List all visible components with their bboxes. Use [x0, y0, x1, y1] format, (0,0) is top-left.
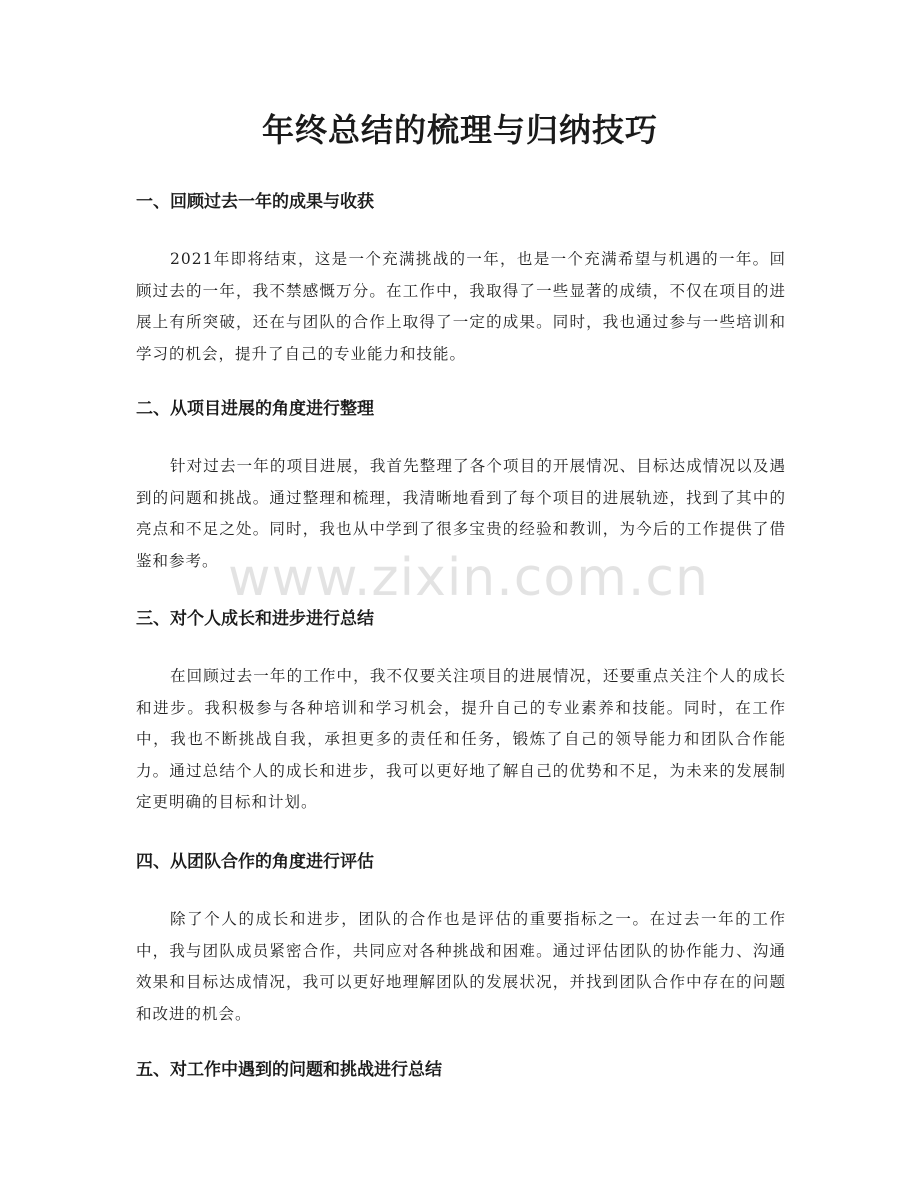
section-paragraph: 除了个人的成长和进步，团队的合作也是评估的重要指标之一。在过去一年的工作中，我与团队成员紧密合作，共同应对各种挑战和困难。通过评估团队的协作能力、沟通效果和目标达成情况，我可以更好地理解团队的发展状况，并找到团队合作中存在的问题和改进的机会。 [136, 910, 786, 1023]
section-1 [136, 189, 786, 370]
section-5 [136, 1057, 786, 1083]
section-heading: 三、对个人成长和进步进行总结 [136, 609, 374, 629]
section-heading: 四、从团队合作的角度进行评估 [136, 852, 374, 872]
section-heading: 一、回顾过去一年的成果与收获 [136, 192, 374, 212]
section-3 [136, 606, 786, 819]
section-paragraph: 在回顾过去一年的工作中，我不仅要关注项目的进展情况，还要重点关注个人的成长和进步。我积极参与各种培训和学习机会，提升自己的专业素养和技能。同时，在工作中，我也不断挑战自我，承担更多的责任和任务，锻炼了自己的领导能力和团队合作能力。通过总结个人的成长和进步，我可以更好地了解自己的优势和不足，为未来的发展制定更明确的目标和计划。 [136, 667, 786, 811]
section-4 [136, 849, 786, 1030]
section-paragraph: 2021年即将结束，这是一个充满挑战的一年，也是一个充满希望与机遇的一年。回顾过去的一年，我不禁感慨万分。在工作中，我取得了一些显著的成绩，不仅在项目的进展上有所突破，还在与团队的合作上取得了一定的成果。同时，我也通过参与一些培训和学习的机会，提升了自己的专业能力和技能。 [136, 250, 786, 363]
section-heading: 二、从项目进展的角度进行整理 [136, 399, 374, 419]
document-title: 年终总结的梳理与归纳技巧 [261, 111, 658, 149]
section-heading: 五、对工作中遇到的问题和挑战进行总结 [136, 1060, 442, 1080]
watermark-text: www.zixin.com.cn [228, 548, 709, 608]
section-2 [136, 396, 786, 577]
section-paragraph: 针对过去一年的项目进展，我首先整理了各个项目的开展情况、目标达成情况以及遇到的问题和挑战。通过整理和梳理，我清晰地看到了每个项目的进展轨迹，找到了其中的亮点和不足之处。同时，我也从中学到了很多宝贵的经验和教训，为今后的工作提供了借鉴和参考。 [136, 457, 786, 570]
